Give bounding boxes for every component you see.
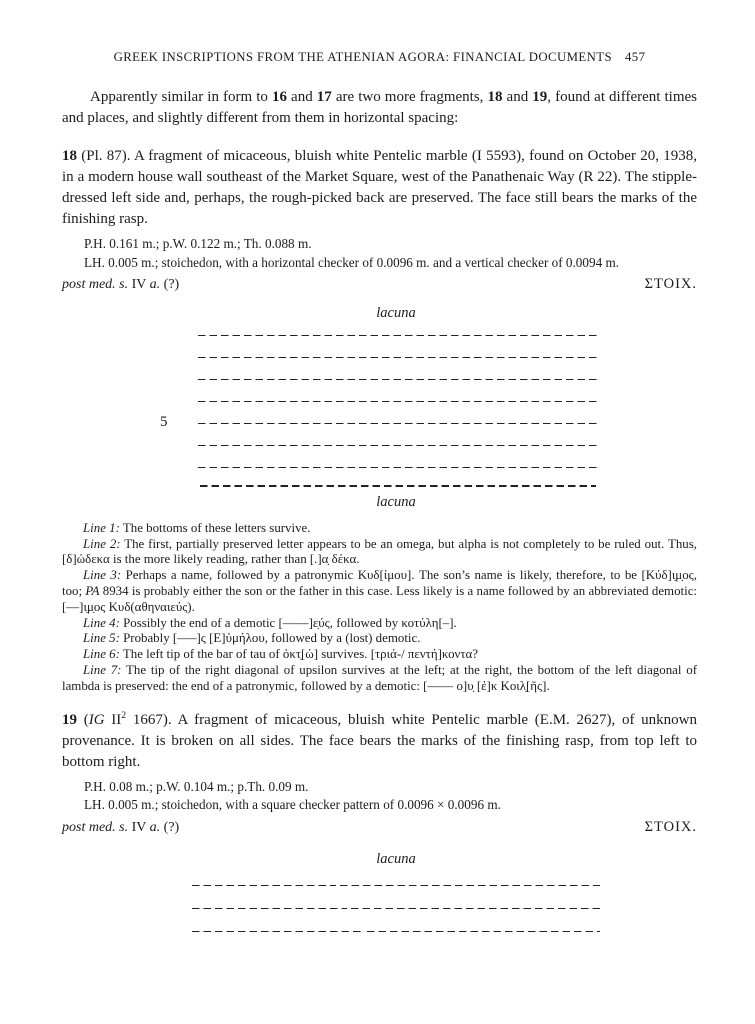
- entry-18-date-row: [62, 276, 697, 293]
- entry-19-measurement-2: LH. 0.005 m.; stoichedon, with a square checker pattern of 0.0096 × 0.0096 m.: [84, 797, 501, 813]
- inscription-line-text: [190, 873, 602, 896]
- entry-19-date-row: [62, 819, 697, 836]
- inscription-19: [190, 850, 602, 942]
- inscription-line: [160, 411, 600, 433]
- lost-text-dashes: [351, 908, 600, 910]
- lost-text-dashes: [198, 357, 598, 359]
- text-run: Probably [–––]ς [Ε]ὐμήλου, followed by a (lost) demotic.: [119, 631, 421, 646]
- lost-text-dashes: [198, 467, 598, 469]
- text-run: and: [286, 89, 317, 105]
- italic-text: post med. s.: [62, 819, 132, 835]
- inscription-18: [160, 304, 600, 512]
- inscription-line-number: [160, 367, 196, 389]
- lost-text-dashes: [367, 931, 600, 933]
- lost-text-dashes: [198, 401, 598, 403]
- text-run: , found at different times and places, and slightly different from them in horizontal spacing:: [62, 89, 697, 126]
- line-note-label: Line 4:: [83, 615, 120, 630]
- page-number: 457: [624, 50, 646, 64]
- italic-text: a.: [149, 277, 164, 292]
- inscription-line-text: [196, 323, 600, 345]
- bold-text: 16: [271, 89, 287, 105]
- text-run: (: [77, 711, 89, 728]
- running-head: [62, 50, 697, 65]
- inscription-line-text: [196, 455, 600, 477]
- entry-19-measurement-1: P.H. 0.08 m.; p.W. 0.104 m.; p.Th. 0.09 m.: [84, 778, 309, 794]
- text-run: IV: [131, 277, 150, 292]
- bold-text: 19: [532, 89, 548, 105]
- entry-18-measurement-1: P.H. 0.161 m.; p.W. 0.122 m.; Th. 0.088 m.: [84, 236, 312, 251]
- inscription-line-text: [190, 919, 602, 942]
- inscription-line-text: [196, 367, 600, 389]
- line-note-label: Line 7:: [83, 662, 122, 677]
- entry-18-date-label: [62, 277, 179, 293]
- text-run: Possibly the end of a demotic [––––]ε̣ύς, followed by κοτύλη[–].: [119, 615, 457, 630]
- inscription-19-lacuna-top: lacuna: [376, 850, 416, 867]
- italic-text: IG: [88, 711, 105, 728]
- line-note-label: Line 2:: [83, 536, 121, 551]
- inscription-line: [190, 919, 602, 942]
- bold-text: 18: [62, 148, 77, 164]
- inscription-line: [190, 896, 602, 919]
- running-head-title: GREEK INSCRIPTIONS FROM THE ATHENIAN AGORA: FINANCIAL DOCUMENTS: [113, 50, 612, 64]
- inscription-line-text: [190, 896, 602, 919]
- text-run: The tip of the right diagonal of upsilon survives at the left; at the right, the bottom of the left diagonal of lambda is preserved: the end of a patronymic, followed by a demotic: [–––– ο]υ̣ [ἐ]κ Κοιλ̣[ῆς].: [62, 662, 697, 693]
- line-note: [62, 568, 697, 615]
- text-run: 1667). A fragment of micaceous, bluish white Pentelic marble (E.M. 2627), of unknown provenance. It is broken on all sides. The face bears the marks of the finishing rasp, from top left to bottom right.: [62, 711, 698, 770]
- inscription-line-text: [196, 411, 600, 433]
- inscription-line: [160, 367, 600, 389]
- inscription-line: [160, 389, 600, 411]
- text-run: Apparently similar in form to: [90, 89, 272, 105]
- inscription-line: [160, 455, 600, 477]
- inscription-line-text: [196, 345, 600, 367]
- text-run: (Pl. 87). A fragment of micaceous, bluish white Pentelic marble (I 5593), found on October 20, 1938, in a modern house wall southeast of the Market Square, west of the Panathenaic Way (R 22). The stipple-dressed left side and, perhaps, the rough-picked back are preserved. The face still bears the marks of the finishing rasp.: [62, 148, 697, 227]
- inscription-line-text: [196, 433, 600, 455]
- line-note: [62, 631, 697, 647]
- lost-text-dashes: [198, 335, 598, 337]
- line-note: [62, 521, 697, 537]
- superscript-text: 2: [121, 709, 127, 721]
- text-run: The first, partially preserved letter appears to be an omega, but alpha is not completely to be ruled out. Thus, [δ]ώδεκα is the more likely reading, rather than [.]α̣ δέκα.: [62, 536, 697, 567]
- italic-text: PA: [85, 583, 100, 598]
- bold-text: 18: [487, 89, 503, 105]
- bold-text: 19: [62, 711, 77, 728]
- line-note-label: Line 3:: [83, 568, 122, 583]
- inscription-line-number: [160, 345, 196, 367]
- text-run: The left tip of the bar of tau of ὀκτ̣[ώ] survives. [τριά-/ πεντή]κοντα?: [119, 647, 479, 662]
- italic-text: a.: [149, 819, 164, 835]
- inscription-18-closing-dash-rule: [200, 485, 596, 487]
- line-note-label: Line 5:: [83, 631, 120, 646]
- inscription-line-number: [160, 323, 196, 345]
- text-run: The bottoms of these letters survive.: [119, 520, 311, 535]
- text-run: 8934 is probably either the son or the father in this case. Less likely is a name followed by an abbreviated demotic: [––]ι̣μ̣ος Κυδ(αθηναιεύς).: [62, 583, 697, 614]
- text-run: (?): [163, 819, 180, 835]
- inscription-18-lines: [160, 323, 600, 477]
- intro-paragraph: [62, 87, 697, 129]
- text-run: Perhaps a name, followed by a patronymic Κυδ[ίμου]. The son’s name is likely, therefore, to be [Κύδ]ι̣μ̣ος, too;: [62, 568, 697, 598]
- line-note: [62, 616, 697, 632]
- lost-text-dashes: [192, 931, 363, 933]
- inscription-line: [190, 873, 602, 896]
- lost-text-dashes: [192, 885, 336, 887]
- entry-18-line-notes: [62, 521, 697, 695]
- inscription-18-lacuna-top: lacuna: [376, 305, 416, 321]
- inscription-18-lacuna-bottom: lacuna: [376, 493, 416, 510]
- inscription-line-number: [160, 433, 196, 455]
- inscription-line: [160, 323, 600, 345]
- text-run: and: [502, 89, 533, 105]
- inscription-line: [160, 345, 600, 367]
- text-run: II: [104, 711, 122, 728]
- inscription-19-lines: [190, 873, 602, 942]
- lost-text-dashes: [198, 379, 598, 381]
- entry-19-stoichedon-label: ΣΤΟΙΧ.: [644, 818, 697, 835]
- inscription-line-text: [196, 389, 600, 411]
- line-note: [62, 647, 697, 663]
- entry-18-measurement-2: LH. 0.005 m.; stoichedon, with a horizontal checker of 0.0096 m. and a vertical checker of 0.0094 m.: [84, 254, 620, 270]
- bold-text: 17: [316, 89, 332, 105]
- lost-text-dashes: [198, 445, 598, 447]
- entry-19-lead: [62, 710, 697, 773]
- italic-text: post med. s.: [62, 277, 132, 292]
- lost-text-dashes: [340, 885, 600, 887]
- line-note-label: Line 6:: [83, 647, 120, 662]
- entry-18-stoichedon-label: ΣΤΟΙΧ.: [644, 276, 697, 292]
- inscription-line-number: [160, 389, 196, 411]
- inscription-line: [160, 433, 600, 455]
- entry-19-date-label: [62, 820, 179, 836]
- inscription-line-number: 5: [160, 414, 168, 430]
- text-run: are two more fragments,: [331, 89, 488, 105]
- line-note: [62, 663, 697, 695]
- text-run: (?): [163, 277, 180, 292]
- entry-18-lead: [62, 146, 697, 230]
- line-note-label: Line 1:: [83, 520, 120, 535]
- lost-text-dashes: [198, 423, 598, 425]
- lost-text-dashes: [192, 908, 347, 910]
- text-run: IV: [131, 819, 150, 835]
- inscription-line-number: [160, 455, 196, 477]
- line-note: [62, 537, 697, 569]
